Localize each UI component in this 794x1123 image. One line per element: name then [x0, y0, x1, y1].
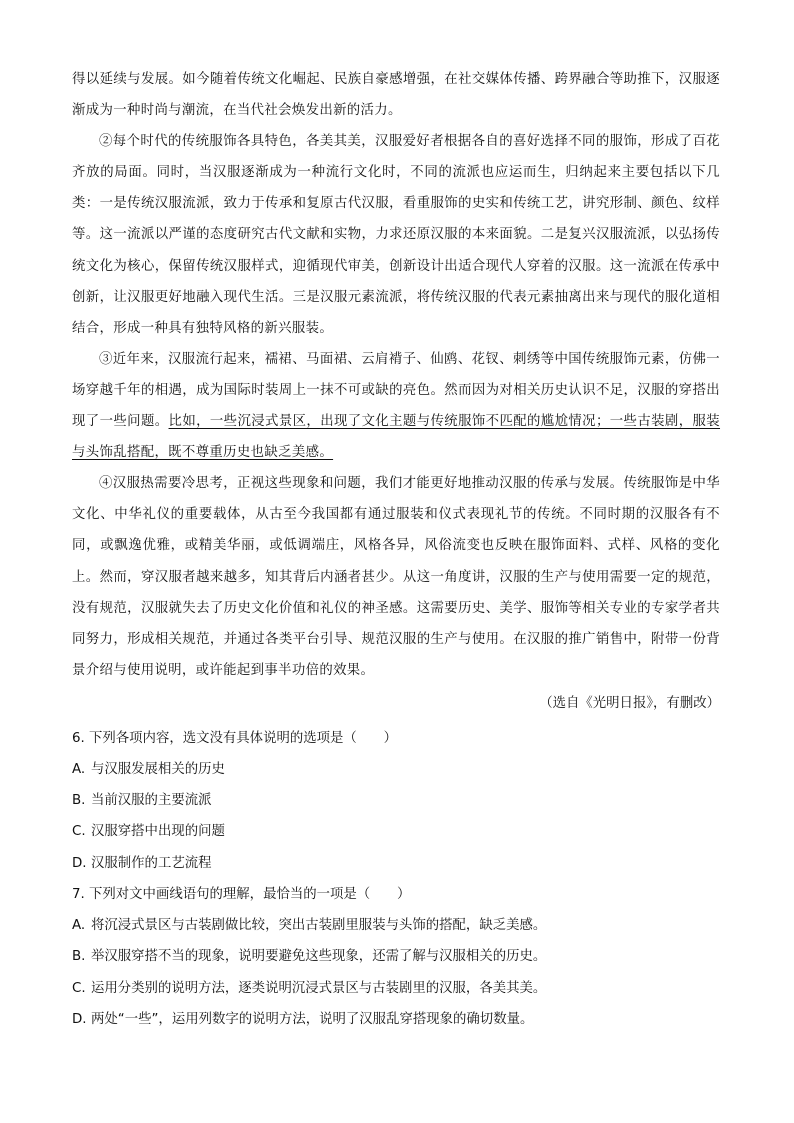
option-b[interactable] — [72, 785, 720, 816]
question-text: 下列对文中画线语句的理解，最恰当的一项是（ ） — [89, 886, 411, 902]
option-d[interactable] — [72, 848, 720, 879]
option-text: 与汉服发展相关的历史 — [91, 762, 225, 778]
option-text: 当前汉服的主要流派 — [91, 793, 212, 809]
option-label: B. — [72, 949, 86, 965]
passage — [72, 64, 720, 686]
paragraph-3-text: ③近年来，汉服流行起来，襦裙、马面裙、云肩褙子、仙鸥、花钗、刺绣等中国传统服饰元素，仿佛一场穿越千年的相遇，成为国际时装周上一抹不可或缺的亮色。然而因为对相关历史认识不足，汉服的穿搭出现了一些问题。 — [72, 351, 720, 430]
passage-paragraph-3 — [72, 344, 720, 468]
option-c[interactable] — [72, 973, 720, 1004]
option-text: 举汉服穿搭不当的现象，说明要避免这些现象，还需了解与汉服相关的历史。 — [91, 949, 547, 965]
option-label: A. — [72, 918, 86, 934]
option-a[interactable] — [72, 754, 720, 785]
option-label: D. — [72, 1011, 87, 1027]
option-label: B. — [72, 793, 86, 809]
option-text: 将沉浸式景区与古装剧做比较，突出古装剧里服装与头饰的搭配，缺乏美感。 — [91, 918, 547, 934]
option-c[interactable] — [72, 816, 720, 847]
question-7 — [72, 879, 720, 1035]
underlined-sentence: 比如，一些沉浸式景区，出现了文化主题与传统服饰不匹配的尴尬情况；一些古装剧，服装与头饰乱搭配，既不尊重历史也缺乏美感。 — [72, 414, 721, 461]
option-text: 汉服制作的工艺流程 — [91, 855, 212, 871]
option-label: C. — [72, 980, 86, 996]
option-text: 汉服穿搭中出现的问题 — [91, 824, 225, 840]
question-stem — [72, 723, 720, 754]
option-label: D. — [72, 855, 87, 871]
question-stem — [72, 879, 720, 910]
option-a[interactable] — [72, 910, 720, 941]
passage-paragraph-1: 得以延续与发展。如今随着传统文化崛起、民族自豪感增强，在社交媒体传播、跨界融合等助推下，汉服逐渐成为一种时尚与潮流，在当代社会焕发出新的活力。 — [72, 72, 720, 119]
question-number: 6. — [72, 730, 85, 746]
passage-paragraph-4: ④汉服热需要冷思考，正视这些现象和问题，我们才能更好地推动汉服的传承与发展。传统服饰是中华文化、中华礼仪的重要载体，从古至今我国都有通过服装和仪式表现礼节的传统。不同时期的汉服各有不同，或飘逸优雅，或精美华丽，或低调端庄，风格各异，风俗流变也反映在服饰面料、式样、风格的变化上。然而，穿汉服者越来越多，知其背后内涵者甚少。从这一角度讲，汉服的生产与使用需要一定的规范，没有规范，汉服就失去了历史文化价值和礼仪的神圣感。这需要历史、美学、服饰等相关专业的专家学者共同努力，形成相关规范，并通过各类平台引导、规范汉服的生产与使用。在汉服的推广销售中，附带一份背景介绍与使用说明，或许能起到事半功倍的效果。 — [72, 476, 720, 678]
option-d[interactable] — [72, 1004, 720, 1035]
question-number: 7. — [72, 886, 85, 902]
option-text: 两处“一些”，运用列数字的说明方法，说明了汉服乱穿搭现象的确切数量。 — [91, 1011, 534, 1027]
option-b[interactable] — [72, 941, 720, 972]
question-6 — [72, 723, 720, 879]
option-label: C. — [72, 824, 86, 840]
exam-page — [72, 64, 720, 1035]
passage-paragraph-2: ②每个时代的传统服饰各具特色，各美其美，汉服爱好者根据各自的喜好选择不同的服饰，形成了百花齐放的局面。同时，当汉服逐渐成为一种流行文化时，不同的流派也应运而生，归纳起来主要包括以下几类：一是传统汉服流派，致力于传承和复原古代汉服，看重服饰的史实和传统工艺，讲究形制、颜色、纹样等。这一流派以严谨的态度研究古代文献和实物，力求还原汉服的本来面貌。二是复兴汉服流派，以弘扬传统文化为核心，保留传统汉服样式，迎循现代审美，创新设计出适合现代人穿着的汉服。这一流派在传承中创新，让汉服更好地融入现代生活。三是汉服元素流派，将传统汉服的代表元素抽离出来与现代的服化道相结合，形成一种具有独特风格的新兴服装。 — [72, 134, 720, 336]
question-list — [72, 723, 720, 1035]
source-citation: （选自《光明日报》，有删改） — [539, 695, 720, 711]
option-text: 运用分类别的说明方法，逐类说明沉浸式景区与古装剧里的汉服，各美其美。 — [91, 980, 547, 996]
question-text: 下列各项内容，选文没有具体说明的选项是（ ） — [89, 730, 397, 746]
option-label: A. — [72, 762, 86, 778]
